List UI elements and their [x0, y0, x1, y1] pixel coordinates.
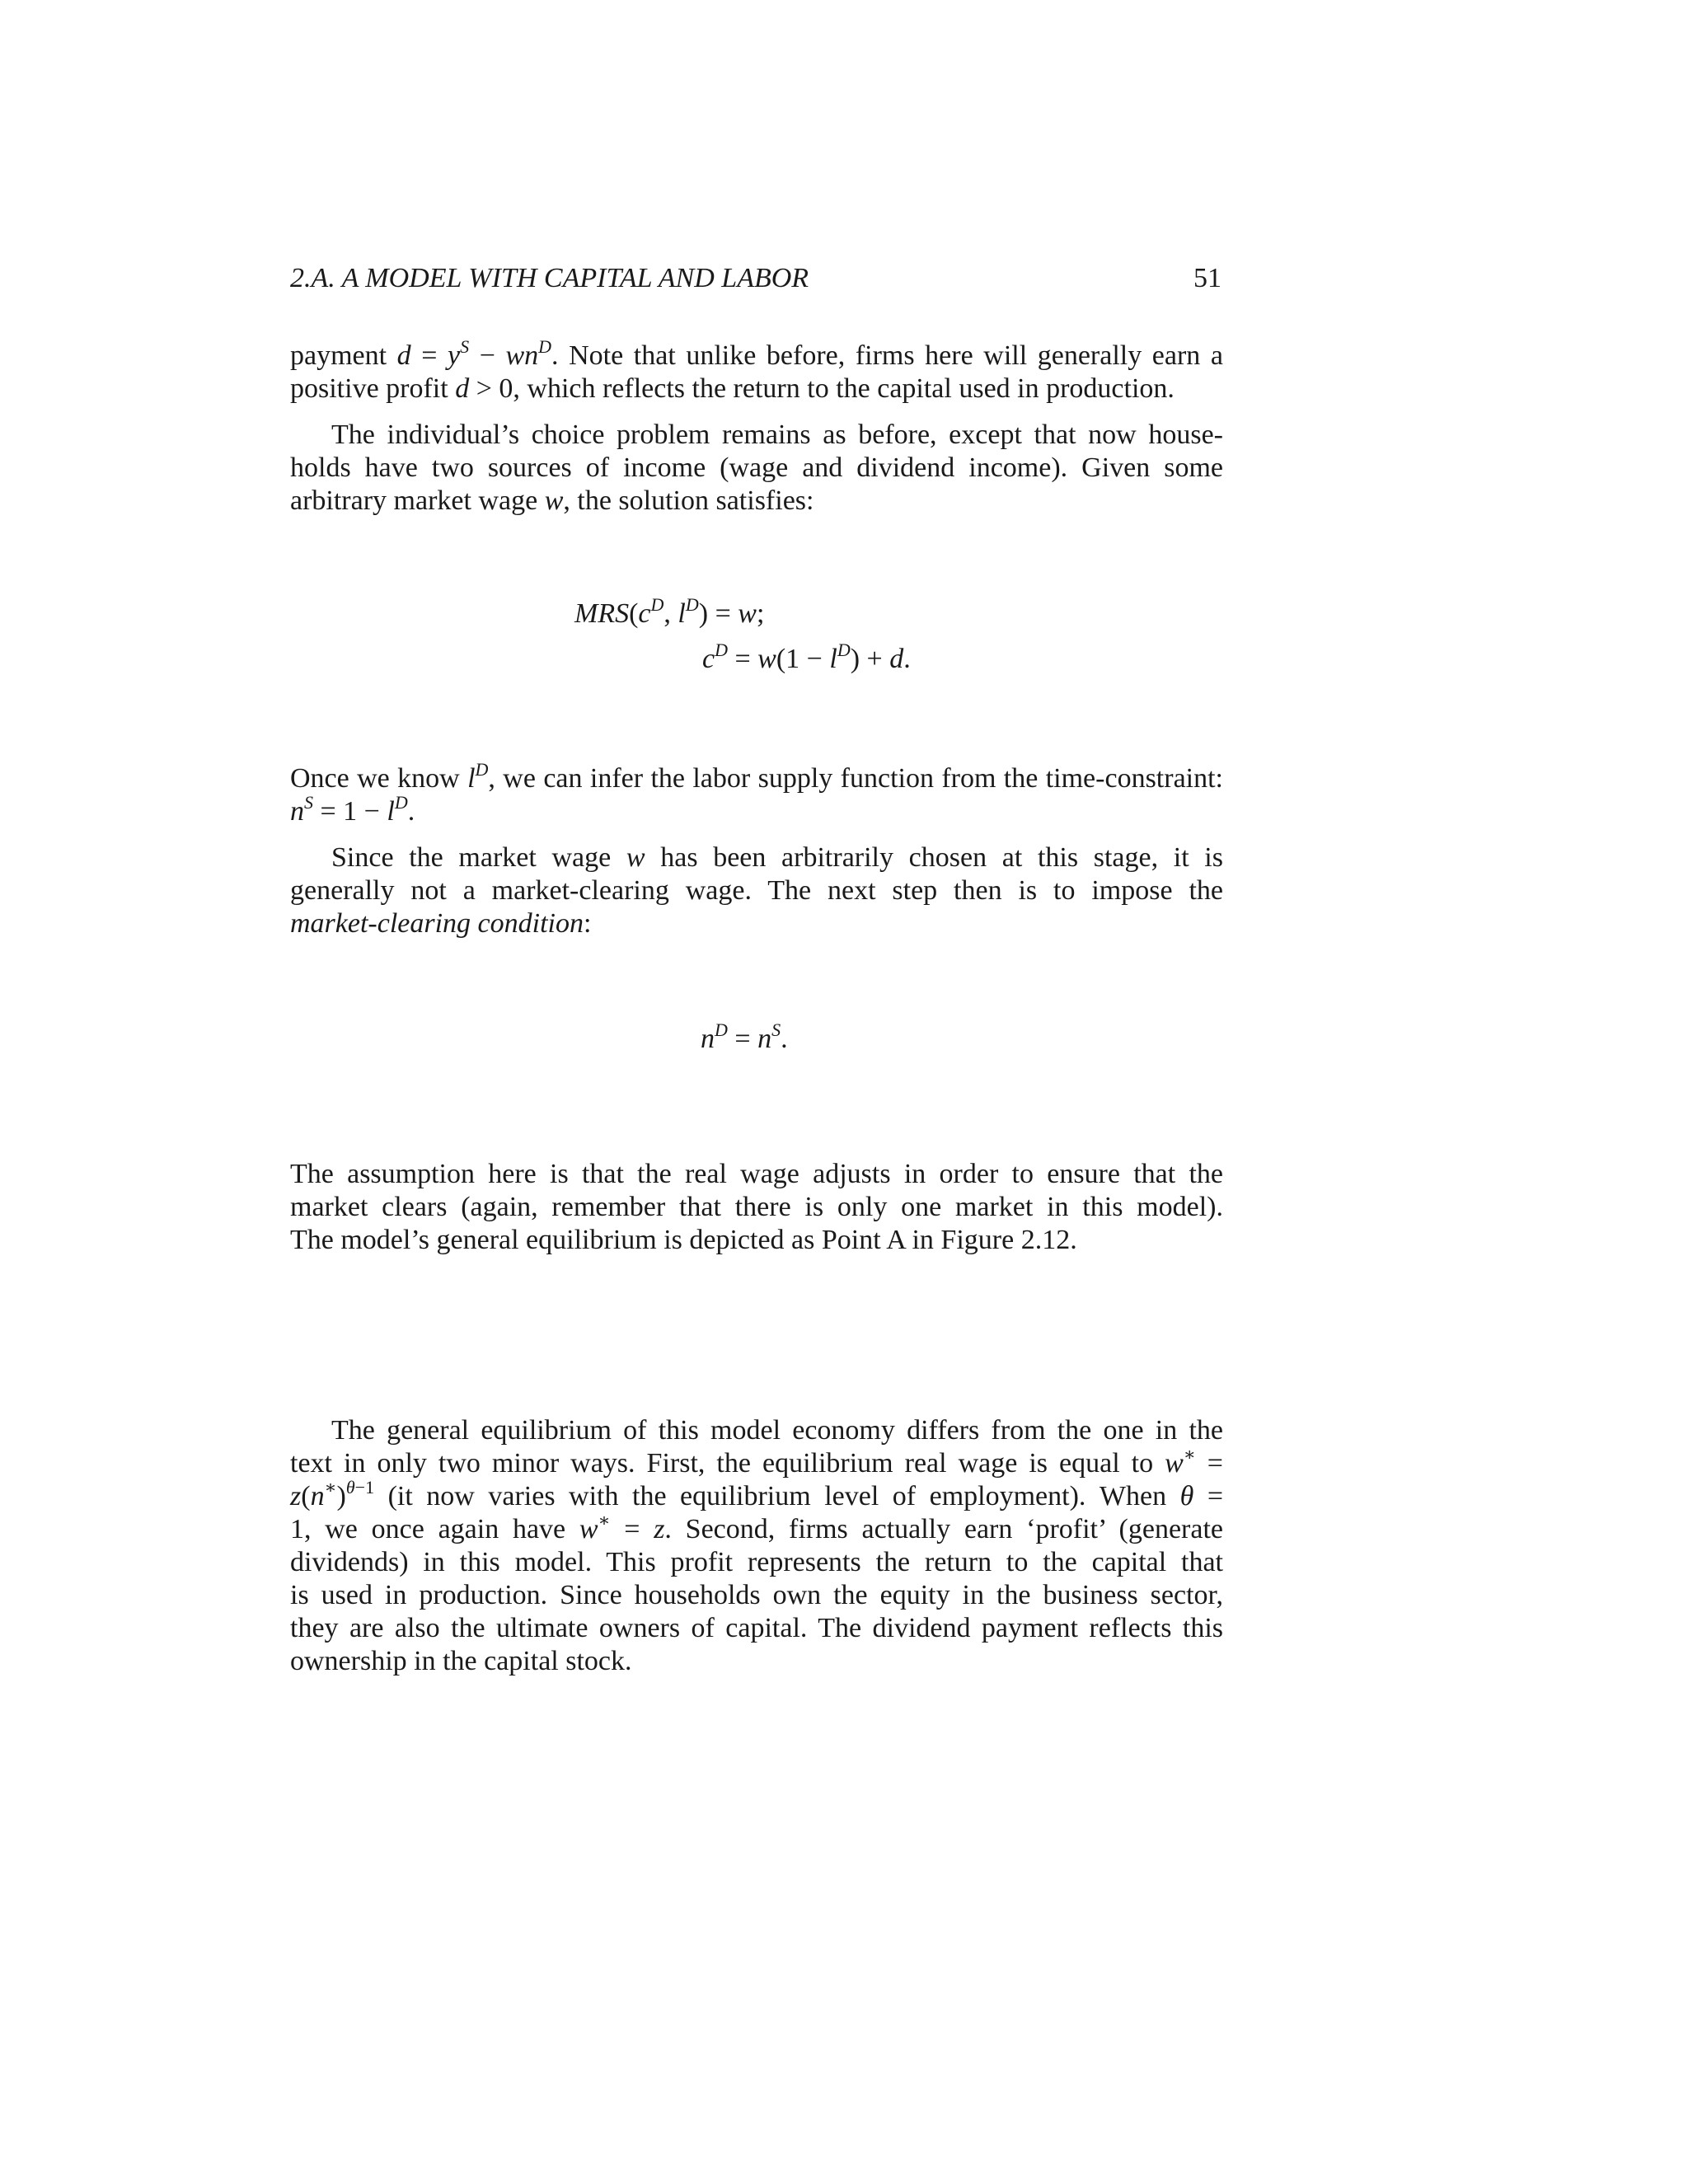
text-line: they are also the ultimate owners of capital. The dividend payment reflects this: [290, 1613, 1223, 1643]
text-line: arbitrary market wage w, the solution satisfies:: [290, 485, 814, 516]
text-line: holds have two sources of income (wage and dividend income). Given some: [290, 452, 1223, 483]
text-line: The general equilibrium of this model economy differs from the one in the: [331, 1415, 1223, 1446]
text-line: is used in production. Since households own the equity in the business sector,: [290, 1580, 1223, 1610]
text-line: ownership in the capital stock.: [290, 1646, 632, 1676]
paragraph-labor-supply: [290, 758, 1223, 828]
text-line: The model’s general equilibrium is depicted as Point A in Figure 2.12.: [290, 1225, 1077, 1255]
text-line: $n^S = 1 - l^D$.: [290, 791, 415, 827]
page-number: 51: [1193, 263, 1221, 293]
equation-market-clearing: $n^D = n^S$.: [701, 1019, 788, 1054]
text-line: generally not a market-clearing wage. The next step then is to impose the: [290, 875, 1223, 906]
text-line: payment $d = y^S - wn^D$. Note that unlike before, firms here will generally earn a: [290, 335, 1223, 371]
paragraph-dividend-payment: [290, 335, 1223, 405]
text-line: positive profit d > 0, which reflects the return to the capital used in production.: [290, 373, 1175, 404]
text-line: The assumption here is that the real wage adjusts in order to ensure that the: [290, 1159, 1223, 1189]
text-line: 1, we once again have w∗ = z. Second, firms actually earn ‘profit’ (generate: [290, 1509, 1223, 1544]
running-header: [290, 262, 1221, 295]
text-line: market clears (again, remember that there is only one market in this model).: [290, 1192, 1223, 1222]
chapter-section-title: 2.A. A MODEL WITH CAPITAL AND LABOR: [290, 263, 809, 293]
text-line: Once we know $l^D$, we can infer the labor supply function from the time-constraint:: [290, 758, 1223, 794]
text-line: text in only two minor ways. First, the equilibrium real wage is equal to w∗ =: [290, 1443, 1223, 1479]
text-line: dividends) in this model. This profit represents the return to the capital that: [290, 1547, 1223, 1577]
text-line: market-clearing condition:: [290, 908, 592, 939]
text-line: $z(n^∗)^{\theta-1}$ (it now varies with the equilibrium level of employment). When θ =: [290, 1476, 1223, 1511]
text-line: The individual’s choice problem remains as before, except that now house-: [331, 419, 1223, 450]
paragraph-market-clearing: [290, 841, 1223, 940]
paragraph-general-equilibrium: [290, 1414, 1223, 1678]
equation-mrs: $MRS(c^D$, $l^D) = w$;: [574, 593, 765, 629]
paragraph-assumption: [290, 1158, 1223, 1257]
text-line: Since the market wage w has been arbitrarily chosen at this stage, it is: [331, 842, 1223, 873]
paragraph-choice-problem: [290, 419, 1223, 518]
equation-budget: $c^D = w(1 - l^D) + d$.: [702, 639, 911, 674]
